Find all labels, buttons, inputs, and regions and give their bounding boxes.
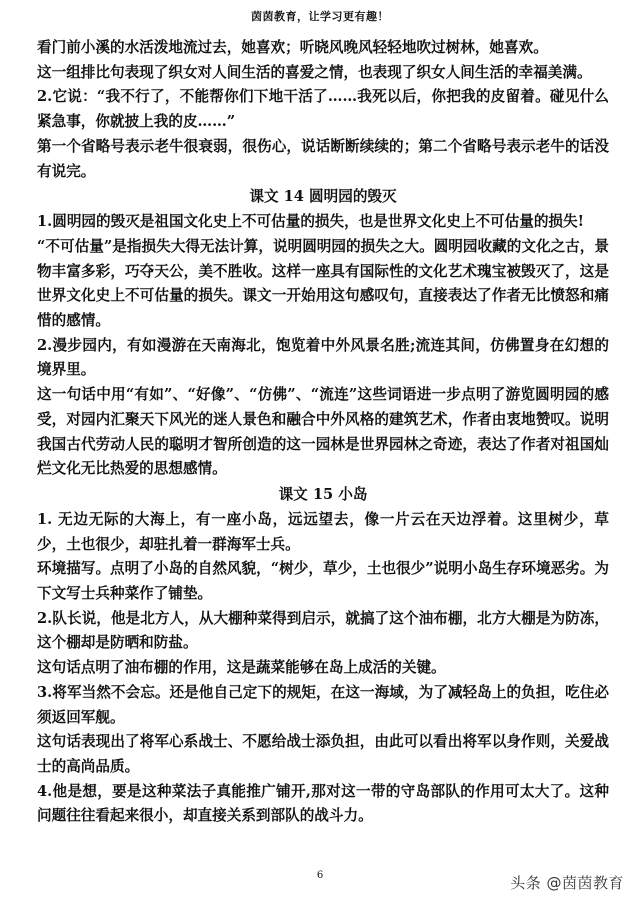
paragraph: 2.队长说，他是北方人，从大棚种菜得到启示，就搞了这个油布棚，北方大棚是为防冻，这个棚却是防晒和防盐。 — [37, 609, 609, 652]
paragraph: 看门前小溪的水活泼地流过去，她喜欢；听晓风晚风轻轻地吹过树林，她喜欢。 — [37, 39, 548, 56]
paragraph: 这一句话中用“有如”、“好像”、“仿佛”、“流连”这些词语进一步点明了游览圆明园的感受，对园内汇聚天下风光的迷人景色和融合中外风格的建筑艺术，作者由衷地赞叹。说明我国古代劳动人民的聪明才智所创造的这一园林是世界园林之奇迹，表达了作者对祖国灿烂文化无比热爱的思想感情。 — [37, 386, 609, 478]
lesson-15-title: 课文 15 小岛 — [278, 485, 368, 503]
paragraph: 这句话点明了油布棚的作用，这是蔬菜能够在岛上成活的关键。 — [37, 659, 446, 677]
paragraph: 4.他是想，要是这种菜法子真能推广铺开,那对这一带的守岛部队的作用可太大了。这种问题往往看起来很小，却直接关系到部队的战斗力。 — [37, 782, 609, 825]
paragraph: 2.它说：“我不行了，不能帮你们下地干活了……我死以后，你把我的皮留着。碰见什么紧急事，你就披上我的皮……” — [37, 88, 609, 131]
paragraph: 第一个省略号表示老牛很衰弱，很伤心，说话断断续续的；第二个省略号表示老牛的话没有说完。 — [37, 137, 609, 180]
paragraph: “不可估量”是指损失大得无法计算，说明圆明园的损失之大。圆明园收藏的文化之古，景物丰富多彩，巧夺天公，美不胜收。这样一座具有国际性的文化艺术瑰宝被毁灭了，这是世界文化史上不可估量的损失。课文一开始用这句感叹句，直接表达了作者无比愤怒和痛惜的感情。 — [37, 237, 609, 330]
paragraph: 环境描写。点明了小岛的自然风貌，“树少，草少，土也很少”说明小岛生存环境恶劣。为下文写士兵种菜作了铺垫。 — [37, 560, 609, 603]
paragraph: 1.圆明园的毁灭是祖国文化史上不可估量的损失，也是世界文化史上不可估量的损失! — [37, 213, 585, 231]
lesson-14-title: 课文 14 圆明园的毁灭 — [249, 188, 397, 206]
document-body — [37, 36, 609, 829]
paragraph: 这一组排比句表现了织女对人间生活的喜爱之情，也表现了织女人间生活的幸福美满。 — [37, 63, 592, 81]
paragraph: 2.漫步园内，有如漫游在天南海北，饱览着中外风景名胜;流连其间，仿佛置身在幻想的境界里。 — [37, 336, 609, 379]
paragraph: 这句话表现出了将军心系战士、不愿给战士添负担，由此可以看出将军以身作则，关爱战士的高尚品质。 — [37, 733, 609, 775]
page-number: 6 — [316, 870, 324, 881]
watermark: 头条 @茵茵教育 — [510, 874, 624, 892]
paragraph: 1. 无边无际的大海上，有一座小岛，远远望去，像一片云在天边浮着。这里树少，草少，土也很少，却驻扎着一群海军士兵。 — [37, 510, 609, 553]
paragraph: 3.将军当然不会忘。还是他自己定下的规矩，在这一海域，为了减轻岛上的负担，吃住必须返回军舰。 — [37, 683, 609, 726]
page-header: 茵茵教育，让学习更有趣！ — [251, 10, 389, 23]
